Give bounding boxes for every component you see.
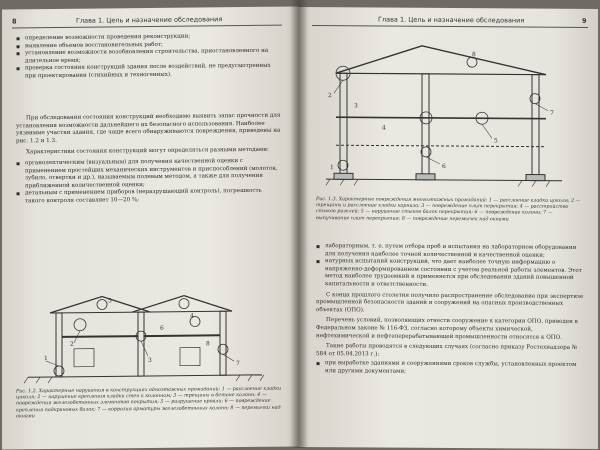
column-left — [56, 313, 62, 377]
svg-text:4: 4 — [382, 124, 386, 132]
right-page-number: 9 — [582, 16, 587, 25]
svg-text:7: 7 — [236, 360, 240, 368]
svg-text:1: 1 — [44, 355, 48, 363]
list-item: ▪ установление возможности возобновления строительства, приостановленного на длительное время; — [16, 48, 281, 66]
paragraph: Перечень условий, позволяющих отнести сооружение к категории ОПО, приведен в Федеральном законе № 116-ФЗ, согласно которому объекты химической, нефтехимической и нефтеперерабатывающей промышленности относятся к ОПО. — [316, 317, 578, 341]
list-item: ▪ выявление объемов восстановительных работ; — [16, 40, 281, 50]
roof-truss-left — [50, 296, 150, 313]
right-running-header: Глава 1. Цель и назначение обследования — [378, 15, 525, 25]
roof-tie — [50, 311, 232, 313]
svg-text:7: 7 — [550, 109, 554, 117]
column-mid — [138, 312, 144, 376]
svg-text:5: 5 — [108, 297, 112, 305]
list-item: ▪ детальным с применением приборов (неразрушающий контроль), погрешность такого контроля составляет 10—20 %; — [16, 188, 281, 206]
figure-1-3-diagram — [322, 33, 572, 195]
right-body-text — [316, 243, 586, 377]
list-item: ▪ проверка состояния конструкций здания после воздействий, не предусмотренных при проектировании (стихийных и техногенных). — [16, 63, 281, 81]
paragraph: Характеристики состояния конструкций могут определяться разными методами: — [26, 147, 269, 156]
roof-line — [336, 45, 546, 74]
left-page — [2, 6, 298, 449]
figure-1-3-caption: Рис. 1.3. Характерные повреждения многоэтажных промзданий: 1 — расслоение кладки цоколя; 2 — трещины и расслоение кладки карниза; 3 — повреждение плит перекрытия; 4 — расстройство стыков ригелей; 5 — нарушение стыков балок перекрытия; 6 — повреждение колонн; 7 — выпучивание плит перекрытия; 8 — повреждение перемычек над окнами — [316, 197, 581, 223]
right-header-rule — [312, 25, 588, 28]
list-item: ▪ натурных испытаний конструкций, что дает наиболее точную информацию о напряженно-деформированном состоянии с учетом реальной работы элементов. Этот метод наиболее трудоемкий и применяется при обследовании зданий повышенной капитальности и ответственности. — [316, 258, 586, 290]
svg-text:3: 3 — [148, 356, 152, 365]
svg-text:8: 8 — [472, 51, 476, 59]
ground-line — [28, 375, 262, 377]
svg-text:6: 6 — [442, 162, 446, 170]
list-item: ▪ лабораторным, т. е. путем отбора проб и испытания на лабораторном оборудовании для получения наиболее точной количественной и качественной оценки; — [316, 243, 586, 260]
svg-text:8: 8 — [206, 340, 210, 348]
paragraph: При обследовании состояния конструкций необходимо выявить запас прочности для установления возможности дальнейшего их безопасного использования. Наиболее уязвимые участки здания, где чаще всего обнаруживаются повреждения, приведены на рис. 1.2 и 1.3. — [16, 112, 281, 145]
list-item: ▪ органолептическим (визуальным) для получения качественной оценки с применением простейших механических инструментов и приспособлений (молоток, зубило, отвертки и др.), называемым полевым методом, а также для получения приближенной количественной оценки; — [16, 158, 281, 191]
svg-text:2: 2 — [70, 340, 74, 348]
left-top-bullets — [16, 33, 281, 81]
paragraph: Такие работы проводятся в следующих случаях (согласно приказу Ростехнадзора № 584 от 05.04.2013 г.): — [316, 343, 578, 358]
right-page — [298, 7, 598, 449]
figure-1-2-diagram — [20, 289, 270, 388]
svg-text:5: 5 — [494, 137, 498, 145]
list-item: ▪ определение возможности проведения реконструкции; — [16, 33, 281, 43]
book-gutter-shadow — [290, 0, 308, 448]
column-right — [220, 311, 226, 375]
svg-text:1: 1 — [330, 164, 334, 172]
figure-1-2-caption: Рис. 1.2. Характерные нарушения в конструкциях одноэтажных промзданий: 1 — расслоение кладки цоколя; 2 — нарушение крепления кладки стен к колоннам; 3 — трещины в бетоне колонн; 4 — повреждения железобетонных элементов покрытия; 5 — разрушение кровли; 6 — повреждение крепления подкрановых балок; 7 — коррозия арматуры железобетонных колонн; 8 — перемычки над окнами — [16, 386, 282, 420]
left-body-text — [16, 113, 281, 206]
left-header-rule — [12, 25, 282, 29]
paragraph: С конца прошлого столетия получило распространение обследование при экспертизе промышленной безопасности зданий и сооружений на опасных производственных объектах (ОПО). — [316, 291, 584, 314]
list-item: ▪ при выработке зданиями и сооружениями сроков службы, установленных проектом или другими документами; — [316, 360, 586, 377]
svg-text:6: 6 — [160, 324, 164, 332]
svg-text:2: 2 — [328, 92, 332, 100]
svg-text:4: 4 — [190, 312, 194, 320]
floor-slab-1 — [336, 117, 546, 118]
left-page-number: 8 — [12, 17, 17, 26]
roof-truss-right — [132, 295, 232, 312]
svg-text:3: 3 — [354, 102, 358, 110]
left-running-header: Глава 1. Цель и назначение обследования — [76, 15, 223, 25]
